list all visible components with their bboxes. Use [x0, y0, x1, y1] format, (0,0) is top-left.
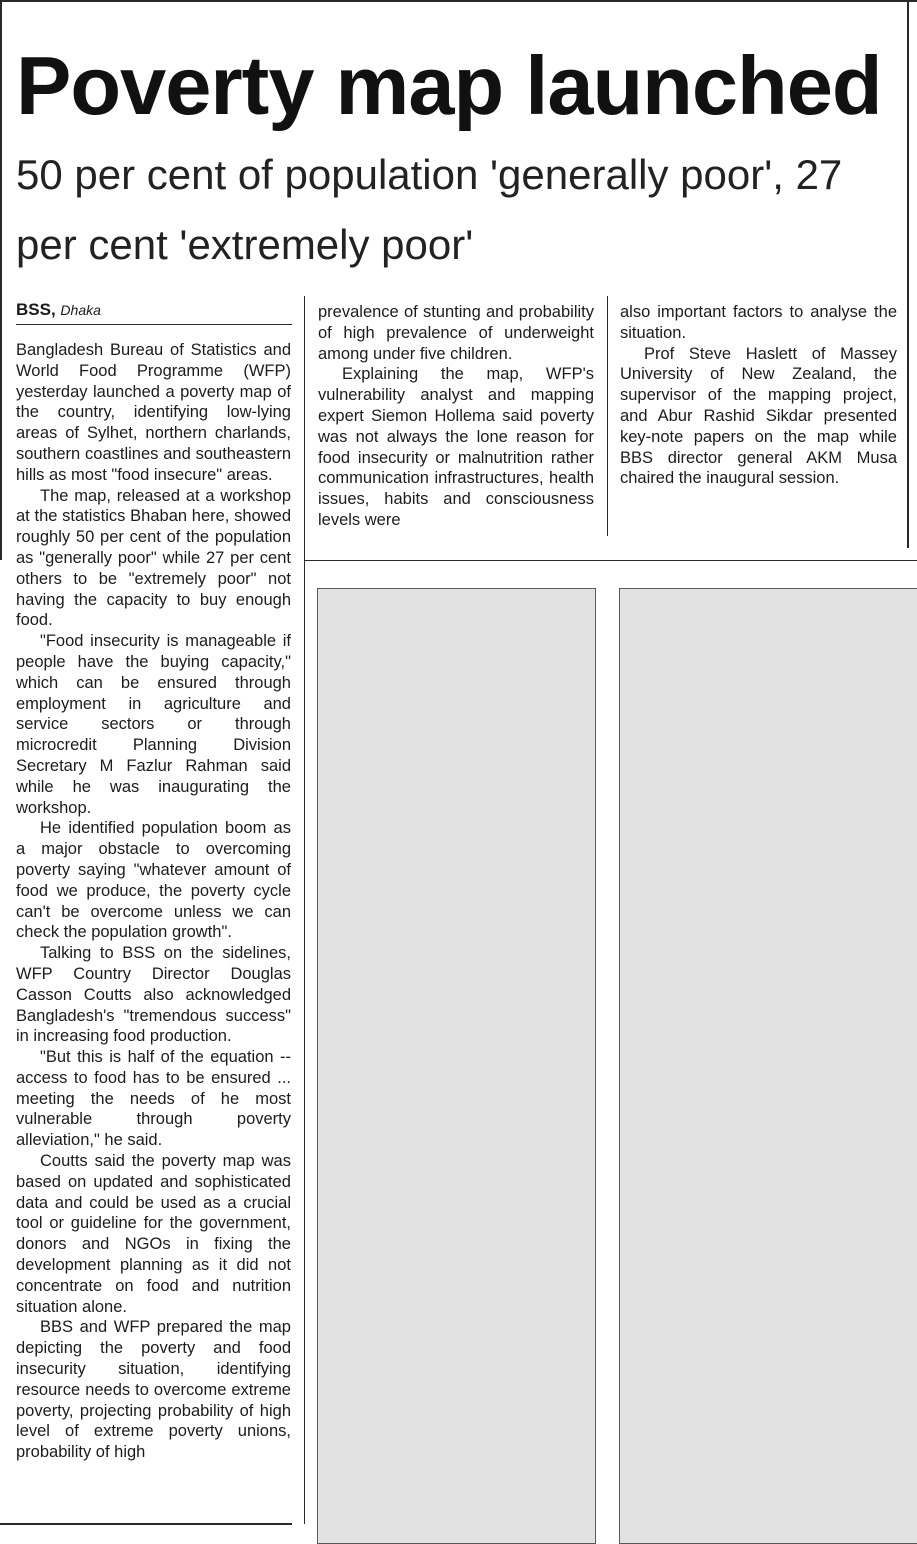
paragraph: prevalence of stunting and probability of high prevalence of underweight among under five children. [318, 303, 594, 363]
subheadline: 50 per cent of population 'generally poor', 27 per cent 'extremely poor' [16, 151, 843, 268]
paragraph: "But this is half of the equation -- access to food has to be ensured ... meeting the needs of he most vulnerable through poverty alleviation," he said. [16, 1048, 291, 1150]
left-border [0, 0, 2, 560]
paragraph: "Food insecurity is manageable if people have the buying capacity," which can be ensured through employment in agriculture and service sectors or through microcredit Planning Division Secretary M Fazlur Rahman said while he was inaugurating the workshop. [16, 632, 291, 817]
paragraph: Talking to BSS on the sidelines, WFP Country Director Douglas Casson Coutts also acknowledged Bangladesh's "tremendous success" in increasing food production. [16, 944, 291, 1046]
paragraph: Coutts said the poverty map was based on updated and sophisticated data and could be used as a crucial tool or guideline for the government, donors and NGOs in fixing the development planning as it did not concentrate on food and nutrition situation alone. [16, 1152, 291, 1316]
paragraph: Bangladesh Bureau of Statistics and World Food Programme (WFP) yesterday launched a poverty map of the country, identifying low-lying areas of Sylhet, northern charlands, southern coastlines and southeastern hills as most "food insecure" areas. [16, 341, 291, 484]
column-divider-2 [607, 296, 608, 536]
top-border [0, 0, 917, 2]
byline-place: Dhaka [60, 302, 101, 318]
image-placeholder-right [619, 588, 917, 1544]
paragraph: BBS and WFP prepared the map depicting the poverty and food insecurity situation, identifying resource needs to overcome extreme poverty, projecting probability of high level of extreme poverty unions, probability of high [16, 1318, 291, 1462]
byline [16, 298, 101, 322]
byline-agency: BSS, [16, 300, 56, 319]
paragraph: The map, released at a workshop at the statistics Bhaban here, showed roughly 50 per cent of the population as "generally poor" while 27 per cent others to be "extremely poor" not having the capacity to buy enough food. [16, 486, 291, 630]
paragraph: also important factors to analyse the situation. [620, 303, 897, 342]
column-divider-1 [304, 296, 305, 1524]
paragraph: Explaining the map, WFP's vulnerability analyst and mapping expert Siemon Hollema said poverty was not always the lone reason for food insecurity or malnutrition rather communication infrastructures, health issues, habits and consciousness levels were [318, 365, 594, 529]
article-column-3 [620, 302, 897, 489]
article-column-2 [318, 302, 594, 531]
right-border-upper [907, 0, 909, 548]
photo-area-top-rule [305, 560, 917, 561]
image-placeholder-left [317, 588, 596, 1544]
paragraph: He identified population boom as a major obstacle to overcoming poverty saying "whatever amount of food we produce, the poverty cycle can't be overcome unless we can check the population growth". [16, 819, 291, 942]
article-column-1 [16, 340, 291, 1463]
byline-rule [16, 324, 292, 325]
paragraph: Prof Steve Haslett of Massey University of New Zealand, the supervisor of the mapping project, and Abur Rashid Sikdar presented key-note papers on the map while BBS director general AKM Musa chaired the inaugural session. [620, 344, 897, 488]
bottom-rule [0, 1523, 292, 1525]
headline: Poverty map launched [16, 39, 882, 132]
